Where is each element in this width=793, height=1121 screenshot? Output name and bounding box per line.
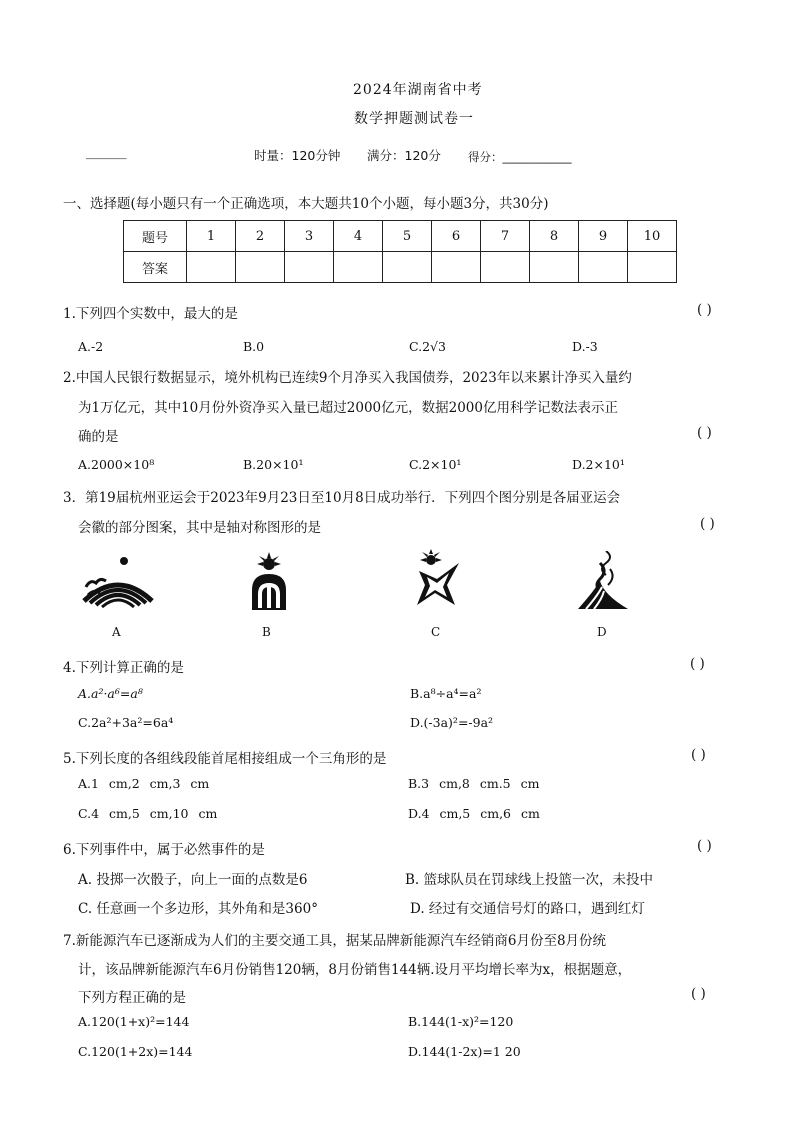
table-cell: 2 (236, 221, 285, 252)
q4-stem: 4.下列计算正确的是 (63, 660, 184, 676)
answer-cell-1[interactable] (187, 252, 236, 283)
q3-stem-line1: 3．第19届杭州亚运会于2023年9月23日至10月8日成功举行．下列四个图分别是各届亚运会 (63, 490, 621, 506)
q7-option-d: D.144(1-2x)=1 20 (408, 1044, 521, 1059)
q4-option-d: D.(-3a)²=-9a² (410, 715, 494, 730)
q2-option-c: C.2×10¹ (409, 457, 462, 472)
table-cell: 6 (432, 221, 481, 252)
q5-stem: 5.下列长度的各组线段能首尾相接组成一个三角形的是 (63, 751, 387, 767)
q2-stem-line1: 2.中国人民银行数据显示，境外机构已连续9个月净买入我国债券，2023年以来累计净买入量约 (63, 370, 632, 386)
q1-option-b: B.0 (243, 339, 265, 354)
q1-answer-paren[interactable]: ( ) (697, 302, 712, 318)
q4-option-b: B.a⁸÷a⁴=a² (410, 686, 482, 701)
answer-cell-9[interactable] (579, 252, 628, 283)
answer-table (123, 220, 677, 283)
table-cell: 4 (334, 221, 383, 252)
table-header-cell: 答案 (124, 252, 187, 283)
emblem-b-label: B (262, 625, 271, 639)
table-row (124, 221, 677, 252)
q6-answer-paren[interactable]: ( ) (697, 838, 712, 854)
q7-option-c: C.120(1+2x)=144 (78, 1044, 193, 1059)
emblem-a-icon (80, 555, 156, 613)
q3-answer-paren[interactable]: ( ) (700, 516, 715, 532)
answer-cell-8[interactable] (530, 252, 579, 283)
score-field[interactable]: 得分：____________ (468, 150, 572, 164)
answer-cell-7[interactable] (481, 252, 530, 283)
table-cell: 3 (285, 221, 334, 252)
q5-option-a: A.1 cm,2 cm,3 cm (78, 776, 210, 791)
table-cell: 9 (579, 221, 628, 252)
emblem-c-label: C (431, 625, 441, 639)
table-row (124, 252, 677, 283)
section1-title: 一、选择题(每小题只有一个正确选项，本大题共10个小题，每小题3分，共30分) (63, 196, 549, 212)
q3-stem-line2: 会徽的部分图案，其中是轴对称图形的是 (78, 520, 321, 536)
table-cell: 7 (481, 221, 530, 252)
answer-cell-2[interactable] (236, 252, 285, 283)
q6-option-a: A. 投掷一次骰子，向上一面的点数是6 (78, 872, 308, 888)
q4-option-a: A.a²·a⁶=a⁸ (78, 686, 143, 701)
answer-cell-5[interactable] (383, 252, 432, 283)
name-blank[interactable]: ______ (86, 144, 127, 160)
q2-option-a: A.2000×10⁸ (78, 457, 155, 472)
q5-option-d: D.4 cm,5 cm,6 cm (408, 806, 540, 821)
table-cell: 1 (187, 221, 236, 252)
q2-option-b: B.20×10¹ (243, 457, 304, 472)
q6-option-d: D. 经过有交通信号灯的路口，遇到红灯 (410, 901, 645, 917)
q7-option-a: A.120(1+x)²=144 (78, 1014, 190, 1029)
q6-option-c: C. 任意画一个多边形，其外角和是360° (78, 901, 318, 917)
q7-stem-line1: 7.新能源汽车已逐渐成为人们的主要交通工具，据某品牌新能源汽车经销商6月份至8月份统 (63, 933, 607, 949)
full-score: 满分：120分 (367, 148, 441, 163)
answer-cell-6[interactable] (432, 252, 481, 283)
q7-option-b: B.144(1-x)²=120 (408, 1014, 514, 1029)
emblem-b-icon (246, 552, 292, 614)
table-cell: 8 (530, 221, 579, 252)
q5-option-c: C.4 cm,5 cm,10 cm (78, 806, 218, 821)
q1-option-c: C.2√3 (409, 339, 446, 354)
q7-stem-line2: 计，该品牌新能源汽车6月份销售120辆，8月份销售144辆.设月平均增长率为x，根据题意， (78, 962, 632, 978)
answer-cell-4[interactable] (334, 252, 383, 283)
table-cell: 5 (383, 221, 432, 252)
q7-stem-line3: 下列方程正确的是 (78, 990, 186, 1006)
q6-option-b: B. 篮球队员在罚球线上投篮一次，未投中 (405, 872, 654, 888)
q5-answer-paren[interactable]: ( ) (691, 747, 706, 763)
q4-option-c: C.2a²+3a²=6a⁴ (78, 715, 174, 730)
q1-option-a: A.-2 (78, 339, 104, 354)
exam-title: 2024年湖南省中考 (353, 82, 483, 98)
q2-option-d: D.2×10¹ (572, 457, 625, 472)
table-cell: 10 (628, 221, 677, 252)
q6-stem: 6.下列事件中，属于必然事件的是 (63, 842, 265, 858)
q2-stem-line2: 为1万亿元，其中10月份外资净买入量已超过2000亿元，数据2000亿用科学记数法表示正 (78, 400, 618, 416)
q2-answer-paren[interactable]: ( ) (697, 425, 712, 441)
emblem-d-icon (576, 551, 630, 611)
answer-cell-10[interactable] (628, 252, 677, 283)
time-limit: 时量：120分钟 (254, 148, 341, 163)
answer-cell-3[interactable] (285, 252, 334, 283)
emblem-a-label: A (112, 625, 121, 639)
q1-stem: 1.下列四个实数中，最大的是 (63, 306, 238, 322)
q5-option-b: B.3 cm,8 cm.5 cm (408, 776, 540, 791)
table-header-cell: 题号 (124, 221, 187, 252)
q1-option-d: D.-3 (572, 339, 598, 354)
emblem-c-icon (413, 549, 463, 607)
exam-subtitle: 数学押题测试卷一 (354, 111, 474, 127)
q7-answer-paren[interactable]: ( ) (691, 986, 706, 1002)
q2-stem-line3: 确的是 (78, 429, 119, 445)
q4-answer-paren[interactable]: ( ) (690, 656, 705, 672)
emblem-d-label: D (597, 625, 607, 639)
